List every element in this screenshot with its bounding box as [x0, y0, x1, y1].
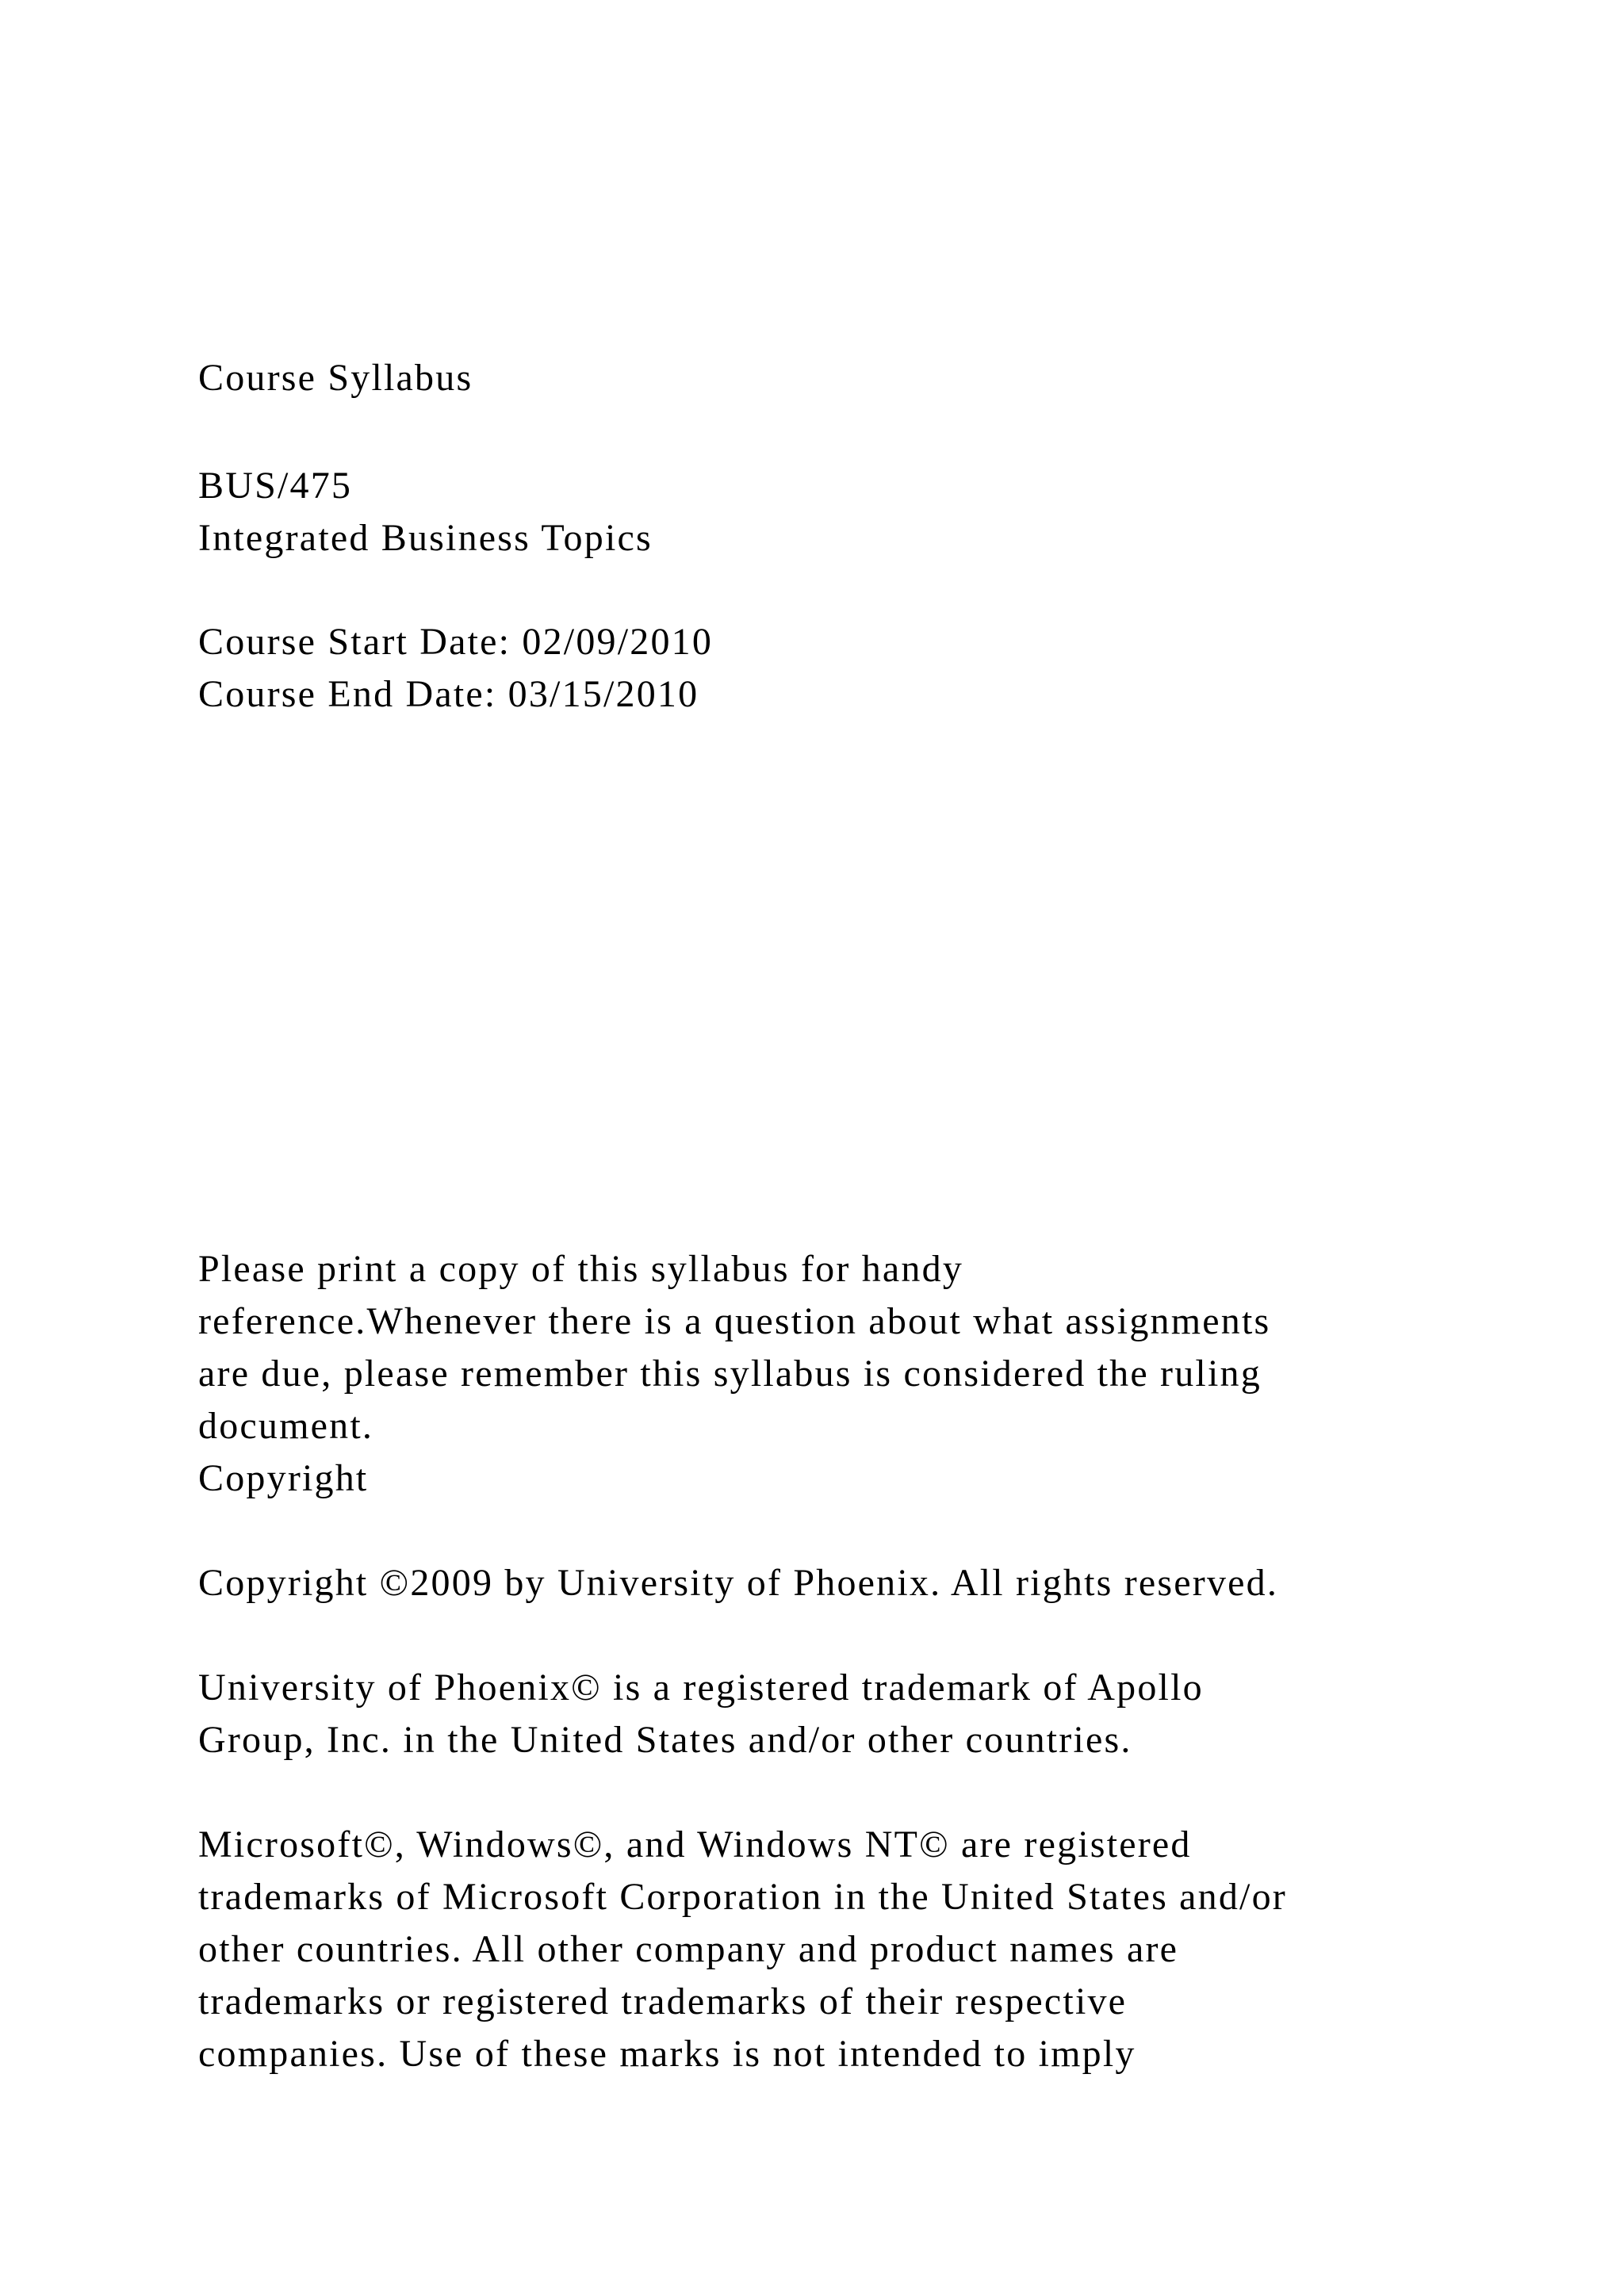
trademark-2-line-3: other countries. All other company and product names are — [198, 1928, 1179, 1970]
document-title: Course Syllabus — [198, 357, 473, 399]
course-start-date: Course Start Date: 02/09/2010 — [198, 621, 714, 663]
trademark-1-line-2: Group, Inc. in the United States and/or other countries. — [198, 1719, 1132, 1761]
trademark-2-line-2: trademarks of Microsoft Corporation in the United States and/or — [198, 1876, 1287, 1918]
trademark-1-line-1: University of Phoenix© is a registered trademark of Apollo — [198, 1667, 1204, 1709]
course-end-date: Course End Date: 03/15/2010 — [198, 673, 699, 715]
trademark-2-line-1: Microsoft©, Windows©, and Windows NT© are registered — [198, 1823, 1192, 1866]
copyright-heading: Copyright — [198, 1457, 369, 1499]
instructions-line-4: document. — [198, 1405, 374, 1447]
copyright-statement: Copyright ©2009 by University of Phoenix. All rights reserved. — [198, 1562, 1279, 1604]
trademark-2-line-4: trademarks or registered trademarks of their respective — [198, 1980, 1128, 2022]
instructions-line-3: are due, please remember this syllabus is considered the ruling — [198, 1353, 1262, 1395]
course-code: BUS/475 — [198, 465, 353, 507]
instructions-line-1: Please print a copy of this syllabus for handy — [198, 1248, 964, 1290]
instructions-line-2: reference.Whenever there is a question about what assignments — [198, 1300, 1271, 1342]
course-name: Integrated Business Topics — [198, 517, 653, 559]
trademark-2-line-5: companies. Use of these marks is not intended to imply — [198, 2033, 1136, 2075]
